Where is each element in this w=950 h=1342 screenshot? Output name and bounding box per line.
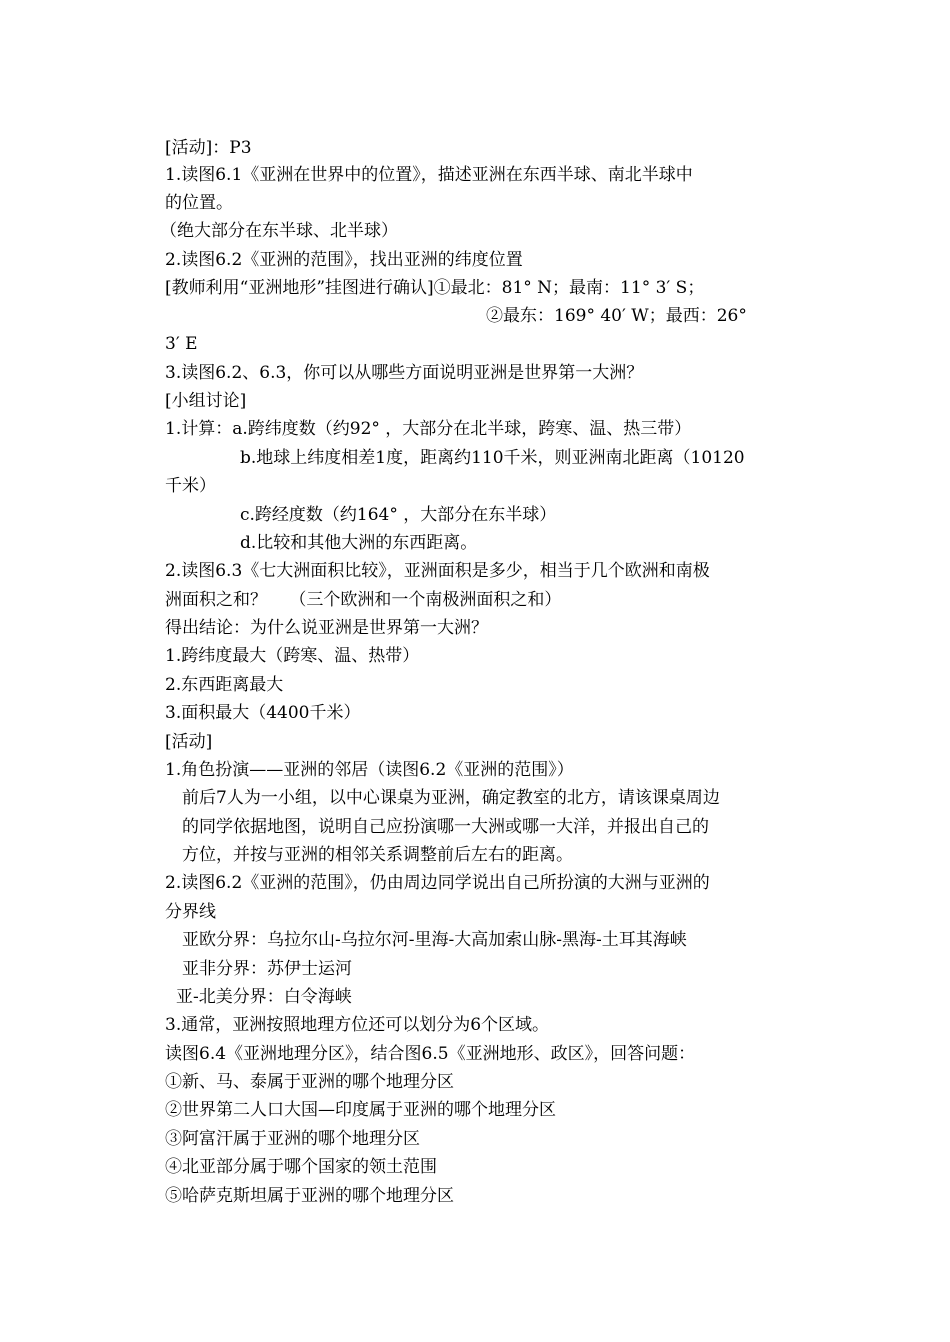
line-question-3: ③阿富汗属于亚洲的哪个地理分区	[165, 1129, 420, 1149]
line-group-discussion: [小组讨论]	[165, 391, 247, 411]
line-east-west: ②最东：169° 40′ W；最西：26°	[486, 306, 747, 326]
line-calc-b-cont: 千米）	[165, 476, 216, 496]
line-conclusion-3: 3.面积最大（4400千米）	[165, 703, 361, 723]
line-q2-area: 2.读图6.3《七大洲面积比较》，亚洲面积是多少，相当于几个欧洲和南极	[165, 561, 710, 581]
line-calc-d: d.比较和其他大洲的东西距离。	[240, 533, 478, 553]
line-boundary-af: 亚非分界：苏伊士运河	[182, 959, 352, 979]
line-teacher-confirm: [教师利用“亚洲地形”挂图进行确认]①最北：81° N；最南：11° 3′ S；	[165, 278, 705, 298]
line-question-1: ①新、马、泰属于亚洲的哪个地理分区	[165, 1072, 454, 1092]
line-q3: 3.读图6.2、6.3，你可以从哪些方面说明亚洲是世界第一大洲？	[165, 363, 644, 383]
line-question-5: ⑤哈萨克斯坦属于亚洲的哪个地理分区	[165, 1186, 454, 1206]
line-calc-c: c.跨经度数（约164° ，大部分在东半球）	[240, 505, 557, 525]
line-roleplay-desc-2: 的同学依据地图，说明自己应扮演哪一大洲或哪一大洋，并报出自己的	[182, 817, 709, 837]
line-roleplay-desc-3: 方位，并按与亚洲的相邻关系调整前后左右的距离。	[182, 845, 573, 865]
line-q1-a: 1.读图6.1《亚洲在世界中的位置》，描述亚洲在东西半球、南北半球中	[165, 165, 693, 185]
line-activity-p3: [活动]：P3	[165, 138, 252, 158]
line-boundary-q: 2.读图6.2《亚洲的范围》，仍由周边同学说出自己所扮演的大洲与亚洲的	[165, 873, 710, 893]
line-conclusion-2: 2.东西距离最大	[165, 675, 284, 695]
line-q1-b: 的位置。	[165, 193, 233, 213]
line-roleplay: 1.角色扮演——亚洲的邻居（读图6.2《亚洲的范围》）	[165, 760, 574, 780]
line-boundary-eu: 亚欧分界：乌拉尔山-乌拉尔河-里海-大高加索山脉-黑海-土耳其海峡	[182, 930, 687, 950]
line-roleplay-desc-1: 前后7人为一小组，以中心课桌为亚洲，确定教室的北方，请该课桌周边	[182, 788, 720, 808]
line-q2-area-cont: 洲面积之和？ （三个欧洲和一个南极洲面积之和）	[165, 590, 562, 610]
line-conclusion: 得出结论：为什么说亚洲是世界第一大洲？	[165, 618, 488, 638]
line-boundary-na: 亚-北美分界：白令海峡	[176, 987, 352, 1007]
line-activity: [活动]	[165, 732, 213, 752]
line-conclusion-1: 1.跨纬度最大（跨寒、温、热带）	[165, 646, 420, 666]
line-calc-a: 1.计算：a.跨纬度数（约92° ，大部分在北半球，跨寒、温、热三带）	[165, 419, 692, 439]
line-question-2: ②世界第二人口大国—印度属于亚洲的哪个地理分区	[165, 1100, 556, 1120]
line-boundary-q-cont: 分界线	[165, 902, 216, 922]
line-west-cont: 3′ E	[165, 334, 198, 354]
line-q1-answer: （绝大部分在东半球、北半球）	[160, 221, 398, 241]
line-regions: 3.通常，亚洲按照地理方位还可以划分为6个区域。	[165, 1015, 550, 1035]
line-question-4: ④北亚部分属于哪个国家的领土范围	[165, 1157, 437, 1177]
line-calc-b: b.地球上纬度相差1度，距离约110千米，则亚洲南北距离（10120	[240, 448, 745, 468]
line-q2: 2.读图6.2《亚洲的范围》，找出亚洲的纬度位置	[165, 250, 523, 270]
line-read-map: 读图6.4《亚洲地理分区》，结合图6.5《亚洲地形、政区》，回答问题：	[165, 1044, 696, 1064]
